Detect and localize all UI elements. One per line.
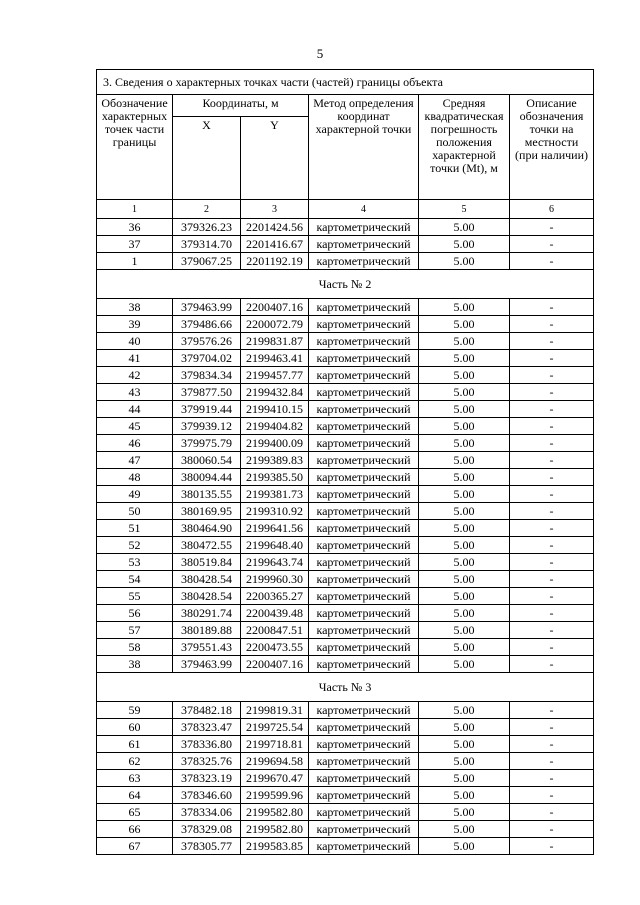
point-number-cell: 51 bbox=[97, 520, 173, 537]
method-cell: картометрический bbox=[309, 333, 419, 350]
y-coordinate-cell: 2199718.81 bbox=[241, 736, 309, 753]
description-cell: - bbox=[510, 719, 594, 736]
table-row bbox=[97, 588, 594, 605]
description-cell: - bbox=[510, 384, 594, 401]
x-coordinate-cell: 380472.55 bbox=[173, 537, 241, 554]
description-cell: - bbox=[510, 452, 594, 469]
x-coordinate-cell: 378482.18 bbox=[173, 702, 241, 719]
accuracy-cell: 5.00 bbox=[419, 236, 510, 253]
x-coordinate-cell: 378329.08 bbox=[173, 821, 241, 838]
accuracy-cell: 5.00 bbox=[419, 537, 510, 554]
method-cell: картометрический bbox=[309, 554, 419, 571]
description-cell: - bbox=[510, 702, 594, 719]
point-number-cell: 45 bbox=[97, 418, 173, 435]
table-row bbox=[97, 753, 594, 770]
method-cell: картометрический bbox=[309, 350, 419, 367]
accuracy-cell: 5.00 bbox=[419, 787, 510, 804]
y-coordinate-cell: 2199463.41 bbox=[241, 350, 309, 367]
description-cell: - bbox=[510, 753, 594, 770]
y-coordinate-cell: 2200407.16 bbox=[241, 299, 309, 316]
y-coordinate-cell: 2199960.30 bbox=[241, 571, 309, 588]
description-cell: - bbox=[510, 350, 594, 367]
point-number-cell: 39 bbox=[97, 316, 173, 333]
accuracy-cell: 5.00 bbox=[419, 452, 510, 469]
x-coordinate-cell: 379576.26 bbox=[173, 333, 241, 350]
section-title-row bbox=[97, 70, 594, 95]
x-coordinate-cell: 379067.25 bbox=[173, 253, 241, 270]
accuracy-cell: 5.00 bbox=[419, 384, 510, 401]
column-number: 2 bbox=[173, 200, 241, 219]
table-row bbox=[97, 219, 594, 236]
accuracy-cell: 5.00 bbox=[419, 554, 510, 571]
y-coordinate-cell: 2199582.80 bbox=[241, 804, 309, 821]
accuracy-cell: 5.00 bbox=[419, 838, 510, 855]
method-cell: картометрический bbox=[309, 253, 419, 270]
point-number-cell: 42 bbox=[97, 367, 173, 384]
description-cell: - bbox=[510, 219, 594, 236]
x-coordinate-cell: 378346.60 bbox=[173, 787, 241, 804]
point-number-cell: 37 bbox=[97, 236, 173, 253]
table-row bbox=[97, 236, 594, 253]
y-coordinate-cell: 2199819.31 bbox=[241, 702, 309, 719]
point-number-cell: 65 bbox=[97, 804, 173, 821]
point-number-cell: 54 bbox=[97, 571, 173, 588]
description-cell: - bbox=[510, 605, 594, 622]
x-coordinate-cell: 380291.74 bbox=[173, 605, 241, 622]
x-coordinate-cell: 380189.88 bbox=[173, 622, 241, 639]
point-number-cell: 64 bbox=[97, 787, 173, 804]
table-row bbox=[97, 299, 594, 316]
x-coordinate-cell: 379551.43 bbox=[173, 639, 241, 656]
description-cell: - bbox=[510, 770, 594, 787]
accuracy-cell: 5.00 bbox=[419, 639, 510, 656]
method-cell: картометрический bbox=[309, 520, 419, 537]
point-number-cell: 63 bbox=[97, 770, 173, 787]
y-coordinate-cell: 2200473.55 bbox=[241, 639, 309, 656]
page-number: 5 bbox=[316, 46, 324, 61]
point-number-cell: 60 bbox=[97, 719, 173, 736]
method-cell: картометрический bbox=[309, 316, 419, 333]
table-row bbox=[97, 821, 594, 838]
accuracy-cell: 5.00 bbox=[419, 804, 510, 821]
header-designation: Обозначение характерных точек части границы bbox=[97, 95, 173, 200]
table-row bbox=[97, 622, 594, 639]
y-coordinate-cell: 2199410.15 bbox=[241, 401, 309, 418]
x-coordinate-cell: 379975.79 bbox=[173, 435, 241, 452]
column-number: 5 bbox=[419, 200, 510, 219]
x-coordinate-cell: 379939.12 bbox=[173, 418, 241, 435]
table-row bbox=[97, 639, 594, 656]
y-coordinate-cell: 2200072.79 bbox=[241, 316, 309, 333]
accuracy-cell: 5.00 bbox=[419, 520, 510, 537]
method-cell: картометрический bbox=[309, 299, 419, 316]
header-accuracy: Средняя квадратическая погрешность положения характерной точки (Mt), м bbox=[419, 95, 510, 200]
y-coordinate-cell: 2199432.84 bbox=[241, 384, 309, 401]
method-cell: картометрический bbox=[309, 537, 419, 554]
description-cell: - bbox=[510, 236, 594, 253]
point-number-cell: 66 bbox=[97, 821, 173, 838]
method-cell: картометрический bbox=[309, 787, 419, 804]
header-method: Метод определения координат характерной точки bbox=[309, 95, 419, 200]
description-cell: - bbox=[510, 486, 594, 503]
header-x: X bbox=[173, 117, 241, 200]
x-coordinate-cell: 379463.99 bbox=[173, 299, 241, 316]
column-number: 1 bbox=[97, 200, 173, 219]
accuracy-cell: 5.00 bbox=[419, 333, 510, 350]
description-cell: - bbox=[510, 571, 594, 588]
x-coordinate-cell: 380060.54 bbox=[173, 452, 241, 469]
accuracy-cell: 5.00 bbox=[419, 588, 510, 605]
point-number-cell: 58 bbox=[97, 639, 173, 656]
method-cell: картометрический bbox=[309, 452, 419, 469]
point-number-cell: 57 bbox=[97, 622, 173, 639]
table-row bbox=[97, 719, 594, 736]
description-cell: - bbox=[510, 469, 594, 486]
method-cell: картометрический bbox=[309, 588, 419, 605]
table-row bbox=[97, 787, 594, 804]
accuracy-cell: 5.00 bbox=[419, 401, 510, 418]
table-row bbox=[97, 384, 594, 401]
x-coordinate-cell: 378334.06 bbox=[173, 804, 241, 821]
point-number-cell: 48 bbox=[97, 469, 173, 486]
x-coordinate-cell: 379834.34 bbox=[173, 367, 241, 384]
point-number-cell: 41 bbox=[97, 350, 173, 367]
point-number-cell: 44 bbox=[97, 401, 173, 418]
x-coordinate-cell: 380428.54 bbox=[173, 588, 241, 605]
point-number-cell: 56 bbox=[97, 605, 173, 622]
y-coordinate-cell: 2201424.56 bbox=[241, 219, 309, 236]
x-coordinate-cell: 378336.80 bbox=[173, 736, 241, 753]
accuracy-cell: 5.00 bbox=[419, 571, 510, 588]
x-coordinate-cell: 379326.23 bbox=[173, 219, 241, 236]
method-cell: картометрический bbox=[309, 656, 419, 673]
table-row bbox=[97, 367, 594, 384]
table-row bbox=[97, 736, 594, 753]
method-cell: картометрический bbox=[309, 469, 419, 486]
part-heading: Часть № 3 bbox=[97, 673, 594, 702]
accuracy-cell: 5.00 bbox=[419, 770, 510, 787]
table-row bbox=[97, 770, 594, 787]
table-row bbox=[97, 469, 594, 486]
x-coordinate-cell: 379919.44 bbox=[173, 401, 241, 418]
x-coordinate-cell: 379314.70 bbox=[173, 236, 241, 253]
x-coordinate-cell: 380135.55 bbox=[173, 486, 241, 503]
accuracy-cell: 5.00 bbox=[419, 821, 510, 838]
header-description: Описание обозначения точки на местности (при наличии) bbox=[510, 95, 594, 200]
y-coordinate-cell: 2199599.96 bbox=[241, 787, 309, 804]
method-cell: картометрический bbox=[309, 503, 419, 520]
method-cell: картометрический bbox=[309, 736, 419, 753]
y-coordinate-cell: 2199310.92 bbox=[241, 503, 309, 520]
y-coordinate-cell: 2199648.40 bbox=[241, 537, 309, 554]
header-row bbox=[97, 95, 594, 117]
y-coordinate-cell: 2199381.73 bbox=[241, 486, 309, 503]
y-coordinate-cell: 2200365.27 bbox=[241, 588, 309, 605]
accuracy-cell: 5.00 bbox=[419, 753, 510, 770]
method-cell: картометрический bbox=[309, 719, 419, 736]
description-cell: - bbox=[510, 622, 594, 639]
x-coordinate-cell: 380464.90 bbox=[173, 520, 241, 537]
y-coordinate-cell: 2199694.58 bbox=[241, 753, 309, 770]
header-coordinates: Координаты, м bbox=[173, 95, 309, 117]
table-row bbox=[97, 537, 594, 554]
accuracy-cell: 5.00 bbox=[419, 702, 510, 719]
x-coordinate-cell: 378325.76 bbox=[173, 753, 241, 770]
method-cell: картометрический bbox=[309, 236, 419, 253]
x-coordinate-cell: 379486.66 bbox=[173, 316, 241, 333]
x-coordinate-cell: 378305.77 bbox=[173, 838, 241, 855]
method-cell: картометрический bbox=[309, 753, 419, 770]
accuracy-cell: 5.00 bbox=[419, 219, 510, 236]
y-coordinate-cell: 2199643.74 bbox=[241, 554, 309, 571]
table-row bbox=[97, 316, 594, 333]
method-cell: картометрический bbox=[309, 435, 419, 452]
description-cell: - bbox=[510, 333, 594, 350]
column-number: 6 bbox=[510, 200, 594, 219]
accuracy-cell: 5.00 bbox=[419, 622, 510, 639]
point-number-cell: 38 bbox=[97, 299, 173, 316]
table-row bbox=[97, 401, 594, 418]
accuracy-cell: 5.00 bbox=[419, 253, 510, 270]
table-row bbox=[97, 350, 594, 367]
method-cell: картометрический bbox=[309, 367, 419, 384]
table-row bbox=[97, 571, 594, 588]
point-number-cell: 52 bbox=[97, 537, 173, 554]
y-coordinate-cell: 2199583.85 bbox=[241, 838, 309, 855]
point-number-cell: 38 bbox=[97, 656, 173, 673]
method-cell: картометрический bbox=[309, 639, 419, 656]
y-coordinate-cell: 2201416.67 bbox=[241, 236, 309, 253]
method-cell: картометрический bbox=[309, 702, 419, 719]
point-number-cell: 1 bbox=[97, 253, 173, 270]
column-number: 3 bbox=[241, 200, 309, 219]
y-coordinate-cell: 2199670.47 bbox=[241, 770, 309, 787]
part-heading-row bbox=[97, 270, 594, 299]
point-number-cell: 47 bbox=[97, 452, 173, 469]
method-cell: картометрический bbox=[309, 770, 419, 787]
x-coordinate-cell: 379463.99 bbox=[173, 656, 241, 673]
description-cell: - bbox=[510, 503, 594, 520]
point-number-cell: 50 bbox=[97, 503, 173, 520]
description-cell: - bbox=[510, 520, 594, 537]
table-row bbox=[97, 656, 594, 673]
method-cell: картометрический bbox=[309, 571, 419, 588]
accuracy-cell: 5.00 bbox=[419, 469, 510, 486]
method-cell: картометрический bbox=[309, 418, 419, 435]
point-number-cell: 49 bbox=[97, 486, 173, 503]
description-cell: - bbox=[510, 316, 594, 333]
y-coordinate-cell: 2199385.50 bbox=[241, 469, 309, 486]
accuracy-cell: 5.00 bbox=[419, 350, 510, 367]
accuracy-cell: 5.00 bbox=[419, 435, 510, 452]
description-cell: - bbox=[510, 299, 594, 316]
table-row bbox=[97, 435, 594, 452]
point-number-cell: 55 bbox=[97, 588, 173, 605]
accuracy-cell: 5.00 bbox=[419, 486, 510, 503]
accuracy-cell: 5.00 bbox=[419, 605, 510, 622]
table-row bbox=[97, 520, 594, 537]
header-y: Y bbox=[241, 117, 309, 200]
table-row bbox=[97, 605, 594, 622]
description-cell: - bbox=[510, 435, 594, 452]
point-number-cell: 62 bbox=[97, 753, 173, 770]
table-row bbox=[97, 503, 594, 520]
method-cell: картометрический bbox=[309, 219, 419, 236]
x-coordinate-cell: 380519.84 bbox=[173, 554, 241, 571]
method-cell: картометрический bbox=[309, 486, 419, 503]
y-coordinate-cell: 2199457.77 bbox=[241, 367, 309, 384]
y-coordinate-cell: 2201192.19 bbox=[241, 253, 309, 270]
accuracy-cell: 5.00 bbox=[419, 418, 510, 435]
boundary-points-table bbox=[96, 69, 594, 855]
table-row bbox=[97, 702, 594, 719]
table-row bbox=[97, 486, 594, 503]
y-coordinate-cell: 2199389.83 bbox=[241, 452, 309, 469]
description-cell: - bbox=[510, 253, 594, 270]
method-cell: картометрический bbox=[309, 838, 419, 855]
part-heading-row bbox=[97, 673, 594, 702]
x-coordinate-cell: 380428.54 bbox=[173, 571, 241, 588]
table-row bbox=[97, 804, 594, 821]
description-cell: - bbox=[510, 838, 594, 855]
part-heading: Часть № 2 bbox=[97, 270, 594, 299]
accuracy-cell: 5.00 bbox=[419, 656, 510, 673]
point-number-cell: 43 bbox=[97, 384, 173, 401]
accuracy-cell: 5.00 bbox=[419, 719, 510, 736]
description-cell: - bbox=[510, 787, 594, 804]
x-coordinate-cell: 378323.19 bbox=[173, 770, 241, 787]
x-coordinate-cell: 379704.02 bbox=[173, 350, 241, 367]
y-coordinate-cell: 2199582.80 bbox=[241, 821, 309, 838]
x-coordinate-cell: 380169.95 bbox=[173, 503, 241, 520]
description-cell: - bbox=[510, 401, 594, 418]
description-cell: - bbox=[510, 821, 594, 838]
column-number: 4 bbox=[309, 200, 419, 219]
y-coordinate-cell: 2199400.09 bbox=[241, 435, 309, 452]
description-cell: - bbox=[510, 367, 594, 384]
accuracy-cell: 5.00 bbox=[419, 316, 510, 333]
table-body bbox=[97, 70, 594, 855]
accuracy-cell: 5.00 bbox=[419, 503, 510, 520]
method-cell: картометрический bbox=[309, 804, 419, 821]
x-coordinate-cell: 380094.44 bbox=[173, 469, 241, 486]
point-number-cell: 67 bbox=[97, 838, 173, 855]
y-coordinate-cell: 2199725.54 bbox=[241, 719, 309, 736]
column-numbers-row bbox=[97, 200, 594, 219]
table-row bbox=[97, 838, 594, 855]
description-cell: - bbox=[510, 656, 594, 673]
description-cell: - bbox=[510, 639, 594, 656]
table-row bbox=[97, 333, 594, 350]
method-cell: картометрический bbox=[309, 401, 419, 418]
point-number-cell: 53 bbox=[97, 554, 173, 571]
x-coordinate-cell: 378323.47 bbox=[173, 719, 241, 736]
y-coordinate-cell: 2199831.87 bbox=[241, 333, 309, 350]
y-coordinate-cell: 2200847.51 bbox=[241, 622, 309, 639]
y-coordinate-cell: 2200439.48 bbox=[241, 605, 309, 622]
table-row bbox=[97, 418, 594, 435]
accuracy-cell: 5.00 bbox=[419, 367, 510, 384]
point-number-cell: 61 bbox=[97, 736, 173, 753]
description-cell: - bbox=[510, 418, 594, 435]
point-number-cell: 36 bbox=[97, 219, 173, 236]
description-cell: - bbox=[510, 804, 594, 821]
method-cell: картометрический bbox=[309, 821, 419, 838]
accuracy-cell: 5.00 bbox=[419, 299, 510, 316]
point-number-cell: 40 bbox=[97, 333, 173, 350]
description-cell: - bbox=[510, 554, 594, 571]
point-number-cell: 59 bbox=[97, 702, 173, 719]
table-row bbox=[97, 253, 594, 270]
x-coordinate-cell: 379877.50 bbox=[173, 384, 241, 401]
y-coordinate-cell: 2199641.56 bbox=[241, 520, 309, 537]
y-coordinate-cell: 2200407.16 bbox=[241, 656, 309, 673]
method-cell: картометрический bbox=[309, 384, 419, 401]
table-row bbox=[97, 452, 594, 469]
section-title: 3. Сведения о характерных точках части (частей) границы объекта bbox=[97, 70, 594, 95]
method-cell: картометрический bbox=[309, 622, 419, 639]
accuracy-cell: 5.00 bbox=[419, 736, 510, 753]
description-cell: - bbox=[510, 537, 594, 554]
point-number-cell: 46 bbox=[97, 435, 173, 452]
method-cell: картометрический bbox=[309, 605, 419, 622]
y-coordinate-cell: 2199404.82 bbox=[241, 418, 309, 435]
table-row bbox=[97, 554, 594, 571]
description-cell: - bbox=[510, 736, 594, 753]
description-cell: - bbox=[510, 588, 594, 605]
